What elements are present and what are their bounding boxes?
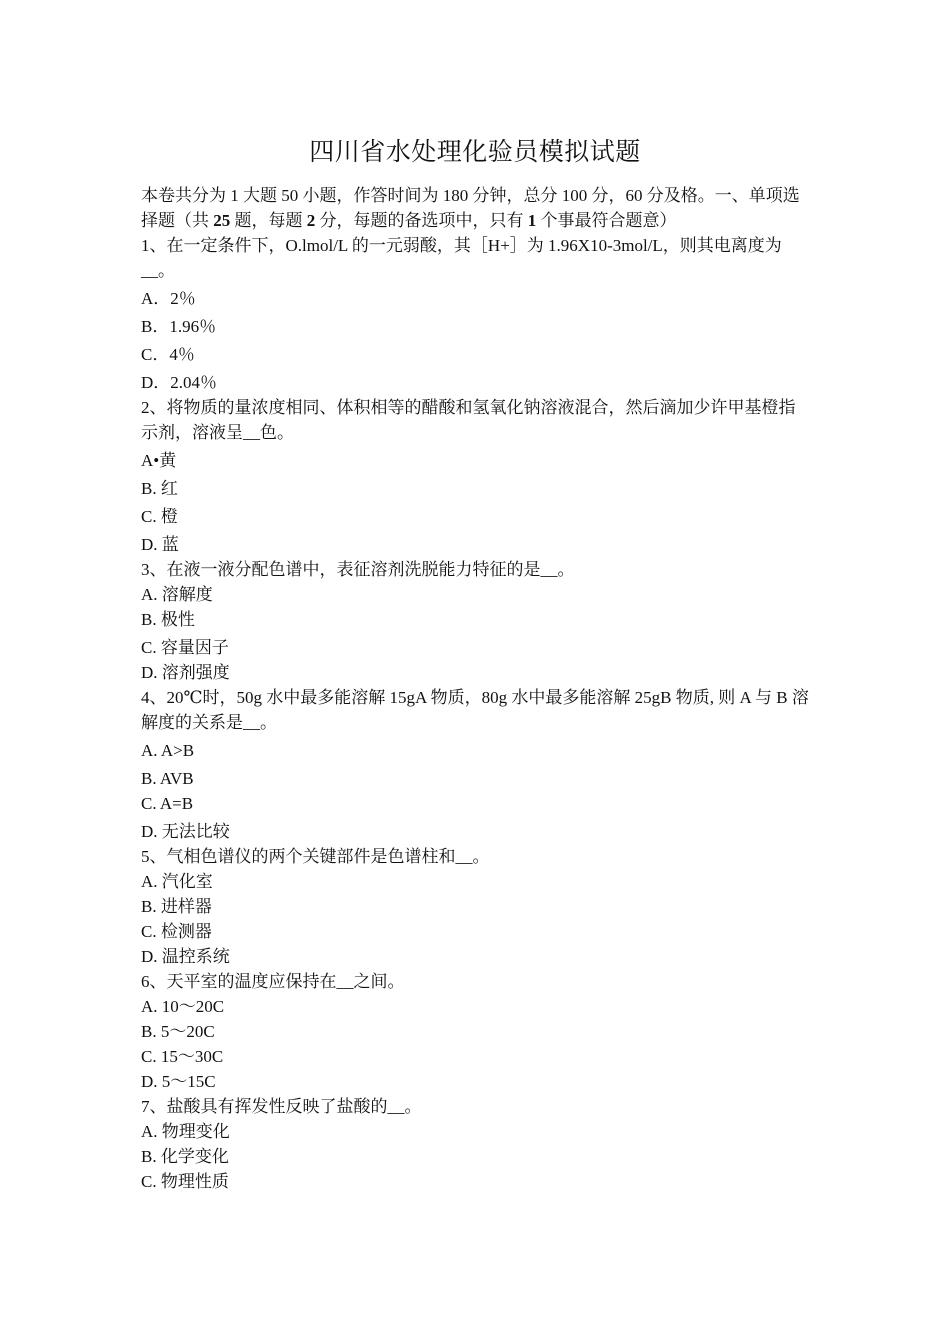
option-3b: B. 极性 (141, 610, 195, 629)
intro-points: 2 (306, 211, 316, 230)
option-6a: A. 10〜20C (141, 997, 225, 1016)
intro-text: 个事最符合题意） (536, 211, 677, 230)
option-2c: C. 橙 (141, 507, 178, 526)
option-5c: C. 检测器 (141, 922, 212, 941)
option-6c: C. 15〜30C (141, 1047, 224, 1066)
option-2a: A•黄 (141, 451, 177, 470)
option-1a: A．2％ (141, 289, 196, 308)
option-1b: B．1.96％ (141, 317, 217, 336)
option-4d: D. 无法比较 (141, 822, 230, 841)
option-4a: A. A>B (141, 741, 195, 760)
question-4: 4、20℃时，50g 水中最多能溶解 15gA 物质，80g 水中最多能溶解 25gB 物质, 则 A 与 B 溶解度的关系是__。 (141, 688, 809, 732)
option-6b: B. 5〜20C (141, 1022, 215, 1041)
document-title: 四川省水处理化验员模拟试题 (309, 139, 641, 166)
option-7c: C. 物理性质 (141, 1172, 229, 1191)
question-2: 2、将物质的量浓度相同、体积相等的醋酸和氢氧化钠溶液混合，然后滴加少许甲基橙指示剂，溶液呈__色。 (141, 398, 796, 442)
option-5d: D. 温控系统 (141, 947, 230, 966)
option-5b: B. 进样器 (141, 897, 212, 916)
exam-intro (141, 183, 809, 233)
question-5: 5、气相色谱仪的两个关键部件是色谱柱和__。 (141, 847, 490, 866)
option-2b: B. 红 (141, 479, 178, 498)
option-1d: D．2.04％ (141, 373, 218, 392)
question-7: 7、盐酸具有挥发性反映了盐酸的__。 (141, 1097, 422, 1116)
question-6: 6、天平室的温度应保持在__之间。 (141, 972, 405, 991)
option-7a: A. 物理变化 (141, 1122, 230, 1141)
option-6d: D. 5〜15C (141, 1072, 216, 1091)
option-4c: C. A=B (141, 794, 194, 813)
document-body (141, 183, 809, 1194)
option-7b: B. 化学变化 (141, 1147, 229, 1166)
option-5a: A. 汽化室 (141, 872, 213, 891)
option-2d: D. 蓝 (141, 535, 179, 554)
option-1c: C．4％ (141, 345, 195, 364)
option-3d: D. 溶剂强度 (141, 663, 230, 682)
question-1: 1、在一定条件下，O.lmol/L 的一元弱酸，其［H+］为 1.96X10-3mol/L，则其电离度为__。 (141, 236, 782, 280)
option-4b: B. AVB (141, 769, 194, 788)
option-3a: A. 溶解度 (141, 585, 213, 604)
intro-answer-count: 1 (527, 211, 537, 230)
option-3c: C. 容量因子 (141, 638, 229, 657)
intro-text: 本卷共分为 1 大题 50 小题，作答时间为 180 分钟，总分 100 分，60 分及格。一、单项选择题（共 (141, 186, 800, 230)
intro-count: 25 (213, 211, 231, 230)
intro-text: 题，每题 (230, 211, 307, 230)
question-3: 3、在液一液分配色谱中，表征溶剂洗脱能力特征的是__。 (141, 560, 575, 579)
intro-text: 分，每题的备选项中，只有 (315, 211, 528, 230)
